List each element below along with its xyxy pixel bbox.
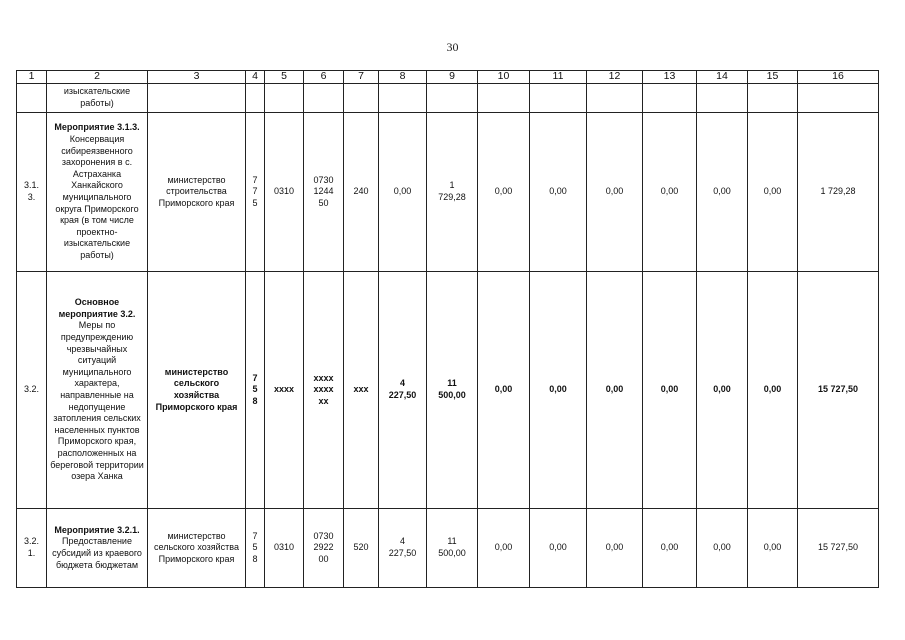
column-header: 3: [148, 71, 246, 84]
table-row: [17, 272, 879, 509]
cell-col12: 0,00: [587, 272, 643, 509]
cell-col8: 0,00: [379, 113, 427, 272]
cell-col12: 0,00: [587, 509, 643, 588]
cell-col11: 0,00: [530, 113, 587, 272]
cell-col9: 11 500,00: [427, 509, 478, 588]
executor: министерство строительства Приморского края: [148, 113, 246, 272]
column-header: 6: [304, 71, 344, 84]
cell-expense-type: 240: [344, 113, 379, 272]
cell-expense-type: 520: [344, 509, 379, 588]
item-name: [47, 509, 148, 588]
cell-col12: 0,00: [587, 113, 643, 272]
column-header: 4: [246, 71, 265, 84]
column-header: 15: [748, 71, 798, 84]
cell-col15: 0,00: [748, 509, 798, 588]
item-description: Консервация сибиреязвенного захоронения в с. Астраханка Ханкайского муниципального округа Приморского края (в том числе проектно-изыскательские работы): [55, 134, 139, 260]
cell-col12: [587, 84, 643, 113]
item-number: [17, 84, 47, 113]
cell-col8: [379, 84, 427, 113]
cell-total: [798, 84, 879, 113]
cell-grbs: [246, 84, 265, 113]
column-header: 1: [17, 71, 47, 84]
item-description: изыскательские работы): [63, 86, 131, 108]
cell-col11: [530, 84, 587, 113]
cell-expense-type: ххх: [344, 272, 379, 509]
column-header: 8: [379, 71, 427, 84]
item-description: Меры по предупреждению чрезвычайных ситуаций муниципального характера, направленные на недопущение затопления сельских населенных пунктов Приморского края, расположенных на береговой территории озера Ханка: [50, 320, 144, 482]
header-row: [17, 71, 879, 84]
column-header: 5: [265, 71, 304, 84]
cell-total: 1 729,28: [798, 113, 879, 272]
cell-grbs: 7 5 8: [246, 272, 265, 509]
column-header: 10: [478, 71, 530, 84]
cell-section: хххх: [265, 272, 304, 509]
cell-col14: 0,00: [697, 272, 748, 509]
executor: [148, 84, 246, 113]
cell-col15: 0,00: [748, 272, 798, 509]
cell-col15: 0,00: [748, 113, 798, 272]
table-row: [17, 84, 879, 113]
cell-col11: 0,00: [530, 272, 587, 509]
item-number: 3.1. 3.: [17, 113, 47, 272]
cell-col9: [427, 84, 478, 113]
executor: министерство сельского хозяйства Приморского края: [148, 272, 246, 509]
item-name: [47, 84, 148, 113]
column-header: 16: [798, 71, 879, 84]
budget-table: [16, 70, 879, 588]
item-name: [47, 272, 148, 509]
item-description: Предоставление субсидий из краевого бюджета бюджетам: [52, 536, 142, 570]
item-name: [47, 113, 148, 272]
cell-col9: 1 729,28: [427, 113, 478, 272]
cell-target-article: 0730 2922 00: [304, 509, 344, 588]
column-header: 9: [427, 71, 478, 84]
cell-col10: 0,00: [478, 113, 530, 272]
item-number: 3.2. 1.: [17, 509, 47, 588]
table-row: [17, 509, 879, 588]
cell-col10: [478, 84, 530, 113]
cell-col13: 0,00: [643, 509, 697, 588]
cell-col8: 4 227,50: [379, 272, 427, 509]
item-title: Основное мероприятие 3.2.: [58, 297, 136, 319]
item-title: Мероприятие 3.2.1.: [54, 524, 140, 535]
cell-expense-type: [344, 84, 379, 113]
item-number: 3.2.: [17, 272, 47, 509]
cell-col10: 0,00: [478, 509, 530, 588]
cell-col13: 0,00: [643, 272, 697, 509]
column-header: 7: [344, 71, 379, 84]
column-header: 13: [643, 71, 697, 84]
cell-section: 0310: [265, 509, 304, 588]
cell-col10: 0,00: [478, 272, 530, 509]
cell-col14: [697, 84, 748, 113]
column-header: 12: [587, 71, 643, 84]
cell-target-article: хххх хххх хх: [304, 272, 344, 509]
cell-section: 0310: [265, 113, 304, 272]
executor: министерство сельского хозяйства Приморского края: [148, 509, 246, 588]
cell-col13: [643, 84, 697, 113]
cell-col14: 0,00: [697, 113, 748, 272]
cell-grbs: 7 5 8: [246, 509, 265, 588]
cell-col11: 0,00: [530, 509, 587, 588]
cell-section: [265, 84, 304, 113]
item-title: Мероприятие 3.1.3.: [54, 122, 140, 133]
cell-col13: 0,00: [643, 113, 697, 272]
cell-col9: 11 500,00: [427, 272, 478, 509]
cell-grbs: 7 7 5: [246, 113, 265, 272]
cell-target-article: [304, 84, 344, 113]
table-row: [17, 113, 879, 272]
page-number: 30: [446, 40, 459, 54]
cell-col8: 4 227,50: [379, 509, 427, 588]
cell-total: 15 727,50: [798, 509, 879, 588]
cell-col15: [748, 84, 798, 113]
cell-col14: 0,00: [697, 509, 748, 588]
cell-target-article: 0730 1244 50: [304, 113, 344, 272]
column-header: 2: [47, 71, 148, 84]
column-header: 11: [530, 71, 587, 84]
column-header: 14: [697, 71, 748, 84]
cell-total: 15 727,50: [798, 272, 879, 509]
